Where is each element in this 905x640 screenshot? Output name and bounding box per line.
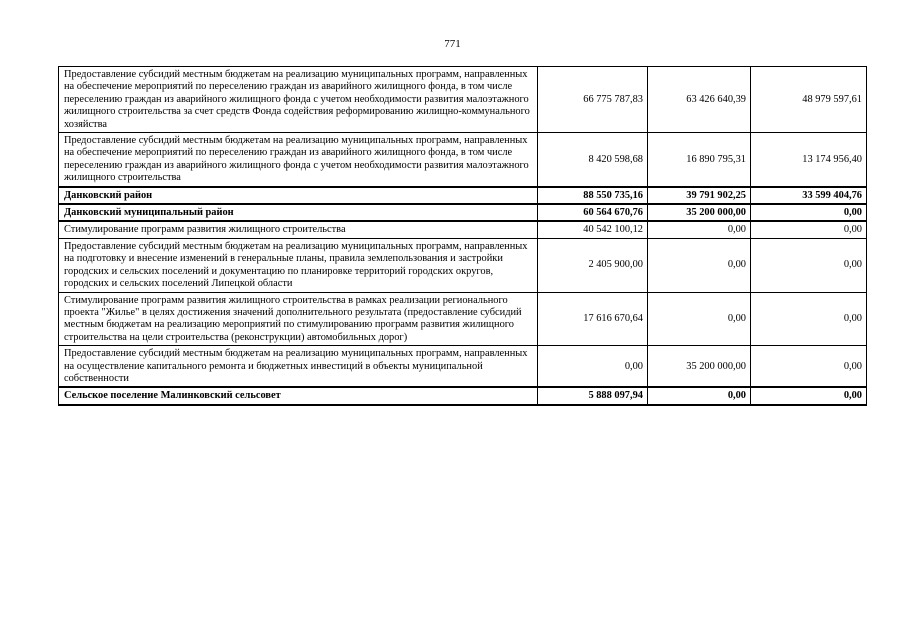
table-row bbox=[59, 67, 867, 133]
row-name-cell: Данковский район bbox=[59, 187, 538, 204]
value-cell: 35 200 000,00 bbox=[648, 204, 751, 221]
value-cell: 88 550 735,16 bbox=[538, 187, 648, 204]
value-cell: 0,00 bbox=[751, 346, 867, 388]
value-cell: 39 791 902,25 bbox=[648, 187, 751, 204]
table-row-total bbox=[59, 387, 867, 404]
table-row bbox=[59, 238, 867, 292]
table-row-total bbox=[59, 187, 867, 204]
value-cell: 66 775 787,83 bbox=[538, 67, 648, 133]
row-name-cell: Данковский муниципальный район bbox=[59, 204, 538, 221]
row-name-cell: Сельское поселение Малинковский сельсовет bbox=[59, 387, 538, 404]
row-name-cell: Стимулирование программ развития жилищного строительства bbox=[59, 221, 538, 238]
value-cell: 40 542 100,12 bbox=[538, 221, 648, 238]
value-cell: 17 616 670,64 bbox=[538, 292, 648, 346]
value-cell: 2 405 900,00 bbox=[538, 238, 648, 292]
value-cell: 0,00 bbox=[648, 221, 751, 238]
value-cell: 63 426 640,39 bbox=[648, 67, 751, 133]
table-row bbox=[59, 133, 867, 187]
value-cell: 5 888 097,94 bbox=[538, 387, 648, 404]
value-cell: 0,00 bbox=[751, 238, 867, 292]
value-cell: 0,00 bbox=[751, 387, 867, 404]
row-name-cell: Стимулирование программ развития жилищного строительства в рамках реализации регионального проекта "Жилье" в целях достижения значений дополнительного результата (предоставление субсидий местным бюджетам на реализацию мероприятий по стимулированию программ развития жилищного строительства на цели строительства (реконструкции) автомобильных дорог) bbox=[59, 292, 538, 346]
row-name-cell: Предоставление субсидий местным бюджетам на реализацию муниципальных программ, направленных на осуществление капитального ремонта и бюджетных инвестиций в объекты муниципальной собственности bbox=[59, 346, 538, 388]
row-name-cell: Предоставление субсидий местным бюджетам на реализацию муниципальных программ, направленных на подготовку и внесение изменений в генеральные планы, правила землепользования и застройки городских и сельских поселений и документацию по планировке территорий городских округов, городских и сельских поселений Липецкой области bbox=[59, 238, 538, 292]
row-name-cell: Предоставление субсидий местным бюджетам на реализацию муниципальных программ, направленных на обеспечение мероприятий по переселению граждан из аварийного жилищного фонда, в том числе переселению граждан из аварийного жилищного фонда с учетом необходимости развития малоэтажного жилищного строительства за счет средств Фонда содействия реформированию жилищно-коммунального хозяйства bbox=[59, 67, 538, 133]
value-cell: 35 200 000,00 bbox=[648, 346, 751, 388]
table-row bbox=[59, 221, 867, 238]
table-row bbox=[59, 292, 867, 346]
value-cell: 60 564 670,76 bbox=[538, 204, 648, 221]
value-cell: 0,00 bbox=[648, 292, 751, 346]
value-cell: 0,00 bbox=[751, 204, 867, 221]
value-cell: 0,00 bbox=[751, 221, 867, 238]
value-cell: 0,00 bbox=[751, 292, 867, 346]
value-cell: 0,00 bbox=[648, 387, 751, 404]
value-cell: 0,00 bbox=[538, 346, 648, 388]
value-cell: 13 174 956,40 bbox=[751, 133, 867, 187]
page-number: 771 bbox=[444, 38, 461, 50]
table-row-total bbox=[59, 204, 867, 221]
value-cell: 0,00 bbox=[648, 238, 751, 292]
row-name-cell: Предоставление субсидий местным бюджетам на реализацию муниципальных программ, направленных на обеспечение мероприятий по переселению граждан из аварийного жилищного фонда, в том числе переселению граждан из аварийного жилищного фонда с учетом необходимости развития малоэтажного жилищного строительства bbox=[59, 133, 538, 187]
table-row bbox=[59, 346, 867, 388]
value-cell: 48 979 597,61 bbox=[751, 67, 867, 133]
value-cell: 16 890 795,31 bbox=[648, 133, 751, 187]
value-cell: 33 599 404,76 bbox=[751, 187, 867, 204]
value-cell: 8 420 598,68 bbox=[538, 133, 648, 187]
budget-table bbox=[58, 66, 867, 406]
